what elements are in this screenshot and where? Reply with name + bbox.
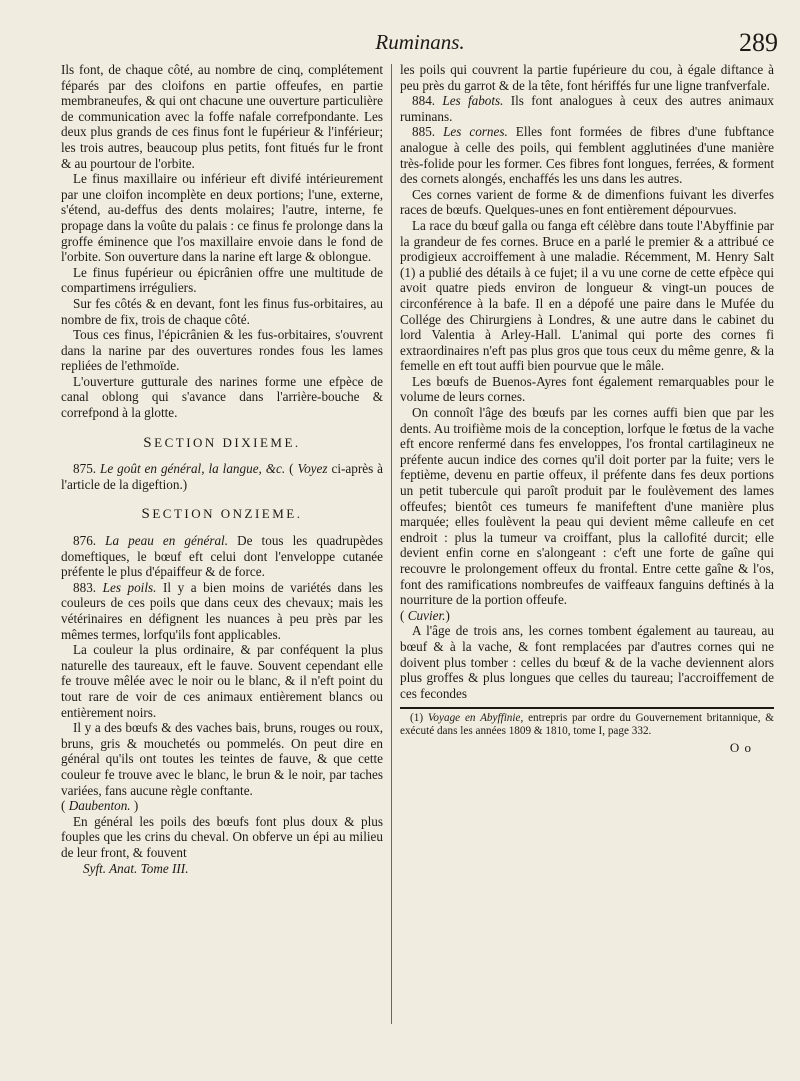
section-heading-onzieme: [61, 506, 383, 523]
signature-line: Syft. Anat. Tome III.: [83, 860, 189, 876]
article-text: Il y a bien moins de variétés dans les couleurs de ces poils que dans ceux des chevaux; mais les vétérinaires en défignent les nuances à peu près par les mêmes termes, lorfqu'ils font applicables.: [61, 579, 384, 642]
article-text: Elles font formées de fibres d'une fubftance analogue à celle des poils, qui femblent agglutinées d'une manière très-folide pour les former. Ces fibres font longues, ferrées, & forment des cornets alongés, enchaffés les uns dans les autres.: [400, 124, 775, 187]
paragraph: Les bœufs de Buenos-Ayres font également remarquables pour le volume de leurs cornes.: [400, 373, 774, 405]
article-title: La peau en général.: [105, 533, 229, 549]
citation: ( Cuvier.): [400, 607, 450, 623]
citation-author: Cuvier.: [407, 607, 446, 623]
article-text: De tous les quadrupèdes domeftiques, le bœuf eft celui dont l'enveloppe cutanée préfente le plus d'épaiffeur & de force.: [61, 533, 384, 580]
paragraph: Il y a des bœufs & des vaches bais, bruns, rouges ou roux, bruns, gris & mouchetés ou pommelés. On peut dire en général qu'ils ont toutes les teintes de fauve, & que cette couleur fe trouve avec le blanc, le brun & le noir, par taches variées, fans aucune règle conftante.: [61, 720, 383, 798]
article-text: Ils font analogues à ceux des autres animaux ruminans.: [400, 93, 775, 124]
article-number: 876.: [73, 533, 97, 549]
article-title: Les fabots.: [442, 93, 504, 109]
left-column: [61, 62, 383, 876]
article-number: 875.: [73, 461, 97, 477]
heading-rest: ECTION DIXIEME.: [154, 434, 301, 450]
citation-author: Daubenton.: [68, 798, 131, 814]
signature-mark: O o: [729, 740, 752, 756]
paragraph: La couleur la plus ordinaire, & par conféquent la plus naturelle des taureaux, eft le fauve. Souvent cependant elle fe trouve mêlée avec le noir ou le blanc, & il n'eft point du tout rare de voir de ces animaux entièrement blancs ou entièrement noirs.: [61, 642, 383, 720]
page-header: [62, 28, 778, 62]
paragraph: La race du bœuf galla ou fanga eft célèbre dans toute l'Abyffinie par la grandeur de fes cornes. Bruce en a parlé le premier & a attribué ce prodigieux accroiffement à une maladie. Récemment, M. Henry Salt (1) a publié des détails à ce fujet; il a vu une corne de cette efpèce qui avoit quatre pieds environ de longueur & vingt-un pouces de circonférence à la bafe. Il en a dépofé une paire dans le Mufée du Collége des Chirurgiens à Londres, & une autre dans le cabinet du lord Valentia à Arley-Hall. L'animal qui porte des cornes fi extraordinaires n'eft pas plus gros que tous ceux du même genre, & la femelle en eft tout auffi bien pourvue que le mâle.: [400, 217, 774, 374]
section-heading-dixieme: [61, 435, 383, 452]
article-number: 884.: [412, 93, 436, 109]
right-column: [400, 62, 774, 754]
paragraph: A l'âge de trois ans, les cornes tombent également au taureau, au bœuf & à la vache, & font remplacées par d'autres cornes qui ne doivent plus tomber : celles du bœuf & de la vache deviennent alors plus groffes & plus longues que celles du taureau; l'accroiffement de ces fecondes: [400, 623, 774, 701]
article-title: Les poils.: [102, 579, 157, 595]
footnote-mark: (1): [410, 712, 428, 725]
heading-initial: S: [143, 434, 155, 451]
heading-initial: S: [141, 506, 153, 523]
paragraph: Sur fes côtés & en devant, font les finus fus-orbitaires, au nombre de fix, trois de chaque côté.: [61, 295, 383, 327]
article-text: ci-après à l'article de la digeftion.): [61, 461, 384, 492]
footnote-rule: [400, 707, 774, 709]
page-number: 289: [739, 28, 778, 57]
column-divider: [391, 64, 392, 1024]
article-875: [61, 461, 383, 492]
citation: ( Daubenton. ): [61, 798, 139, 814]
paragraph: L'ouverture gutturale des narines forme une efpèce de canal oblong qui s'avance dans l'arrière-bouche & correfpond à la glotte.: [61, 373, 383, 421]
footnote-title: Voyage en Abyffinie: [427, 712, 521, 725]
article-text: (: [285, 461, 298, 477]
signature-row: [400, 738, 774, 754]
voyez-ref: Voyez: [297, 461, 328, 477]
footnote: [400, 712, 774, 738]
paragraph: Ces cornes varient de forme & de dimenfions fuivant les diverfes races de bœufs. Quelques-unes en font entièrement dépourvues.: [400, 186, 774, 218]
article-title: Le goût en général, la langue, &c.: [100, 461, 286, 477]
paragraph: Le finus fupérieur ou épicrânien offre une multitude de compartimens irréguliers.: [61, 264, 383, 296]
paragraph: Ils font, de chaque côté, au nombre de cinq, complétement féparés par des cloifons en partie offeufes, en partie membraneufes, & qui ont chacune une ouverture particulière de communication avec la foffe nafale correfpondante. Les deux plus grands de ces finus font le fupérieur & l'inférieur; les trois autres, beaucoup plus petits, font fitués fur le front & au pourtour de l'orbite.: [61, 62, 383, 171]
article-number: 883.: [73, 579, 97, 595]
footnote-text: , entrepris par ordre du Gouvernement britannique, & exécuté dans les années 1809 & 1810, tome I, page 332.: [400, 712, 774, 738]
article-883: [61, 580, 383, 642]
paragraph: les poils qui couvrent la partie fupérieure du cou, à égale diftance à peu près du garrot & de la tête, font hériffés fur une ligne tranfverfale.: [400, 62, 774, 93]
paragraph: En général les poils des bœufs font plus doux & plus fouples que les crins du cheval. On obferve un épi au milieu de leur front, & fouvent: [61, 813, 383, 860]
article-884: [400, 93, 774, 124]
paragraph: On connoît l'âge des bœufs par les cornes auffi bien que par les dents. Au troifième mois de la conception, lorfque le fœtus de la vache eft encore renfermé dans fes enveloppes, l'os frontal cartilagineux ne préfente aucun indice des cornes qu'il doit porter par la fuite; vers le feptième, devenu en partie offeux, il préfente dans fes deux portions un petit tubercule qui paroît produit par le foulèvement des lames offeufes; bientôt ces tumeurs fe manifeftent d'une manière plus marquée; elles foulèvent la peau qui devient même calleufe en cet endroit : plus la tumeur va croiffant, plus la callofité durcit; elle devient enfin corne en s'alongeant : c'eft une forte de gaîne qui recouvre le prolongement offeux du frontal. Entre cette gaîne & l'os, font des ramifications nombreufes de vaiffeaux fanguins deftinés à la nourriture de la portion offeufe.: [400, 405, 774, 608]
article-876: [61, 533, 383, 580]
article-number: 885.: [412, 124, 436, 140]
paragraph: Tous ces finus, l'épicrânien & les fus-orbitaires, s'ouvrent dans la narine par des ouvertures rondes fous les lames repliées de l'ethmoïde.: [61, 327, 383, 374]
article-title: Les cornes.: [443, 124, 508, 140]
article-885: [400, 124, 774, 186]
paragraph: Le finus maxillaire ou inférieur eft divifé intérieurement par une cloifon incomplète en deux portions; l'une, externe, s'étend, au-deffus des dents molaires; l'autre, interne, fe propage dans la voûte du palais : ce finus fe prolonge dans la groffe éminence que l'os maxillaire envoie dans le fond de l'orbite. Son ouverture dans la narine eft large & oblongue.: [61, 171, 383, 265]
running-title: Ruminans.: [375, 30, 465, 54]
heading-rest: ECTION ONZIEME.: [152, 506, 303, 522]
